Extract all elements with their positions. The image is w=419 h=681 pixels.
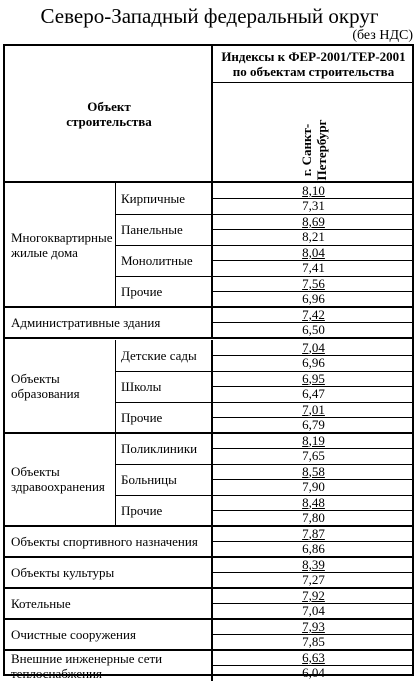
group-name: Объекты образования	[11, 371, 80, 401]
group-name-cell	[11, 619, 207, 650]
subtype-cell	[121, 495, 209, 526]
subtype-cell	[121, 371, 209, 402]
index-column-header	[213, 47, 414, 81]
subtype-cell	[121, 433, 209, 464]
index-value-previous: 6,86	[302, 540, 325, 556]
index-value-current: 6,95	[302, 370, 325, 386]
page-title: Северо-Западный федеральный округ	[40, 4, 379, 28]
column-divider	[211, 557, 213, 588]
subtype-cell	[121, 402, 209, 433]
subtype-cell	[121, 245, 209, 276]
index-value-current: 7,92	[302, 588, 325, 603]
subtype-label: Панельные	[121, 222, 183, 237]
object-column-header	[59, 46, 159, 181]
index-value-current: 7,42	[302, 307, 325, 322]
subtype-cell	[121, 276, 209, 307]
subtype-label: Прочие	[121, 502, 163, 518]
subtype-label: Прочие	[121, 284, 163, 299]
column-divider	[211, 588, 213, 619]
group-divider	[115, 340, 116, 433]
index-value-current: 7,01	[302, 401, 325, 417]
column-divider	[211, 307, 213, 338]
index-value-previous: 7,41	[302, 260, 325, 275]
group-name-cell	[11, 588, 207, 619]
group-name: Многоквартирные жилые дома	[11, 230, 113, 260]
group-name: Объекты спортивного назначения	[11, 533, 198, 549]
index-value-previous: 6,04	[302, 665, 325, 680]
index-value-current: 7,93	[302, 619, 325, 634]
index-value-current: 8,48	[302, 494, 325, 510]
group-name-cell	[11, 650, 207, 681]
subtype-cell	[121, 183, 209, 214]
group-name-cell	[11, 526, 207, 557]
index-value-previous: 6,47	[302, 385, 325, 401]
subtype-label: Монолитные	[121, 253, 193, 268]
subtype-label: Прочие	[121, 409, 163, 425]
region-column-header-text: г. Санкт-Петербург	[298, 119, 329, 180]
group-name: Внешние инженерные сети теплоснабжения	[11, 650, 163, 681]
index-value-previous: 8,21	[302, 229, 325, 244]
group-name-cell	[11, 183, 115, 307]
group-name-cell	[11, 557, 207, 588]
index-value-previous: 7,65	[302, 447, 325, 463]
index-value-current: 7,87	[302, 525, 325, 541]
subtype-label: Больницы	[121, 471, 177, 487]
group-name-cell	[11, 307, 207, 338]
subtype-cell	[121, 214, 209, 245]
index-value-current: 8,10	[302, 183, 325, 198]
index-value-previous: 6,50	[302, 322, 325, 337]
object-column-header-text: Объект строительства	[66, 98, 152, 129]
index-value-previous: 6,96	[302, 291, 325, 306]
subtype-label: Кирпичные	[121, 191, 186, 206]
column-divider	[211, 340, 213, 433]
subtype-label: Поликлиники	[121, 440, 198, 456]
index-value-previous: 6,79	[302, 416, 325, 432]
index-table	[3, 44, 414, 681]
index-value-current: 7,56	[302, 276, 325, 291]
index-value-previous: 7,04	[302, 603, 325, 618]
index-column-header-text: Индексы к ФЕР-2001/ТЕР-2001 по объектам строительства	[221, 49, 406, 79]
index-value-previous: 6,96	[302, 354, 325, 370]
index-value-current: 8,04	[302, 245, 325, 260]
index-value-current: 6,63	[302, 650, 325, 665]
group-name: Очистные сооружения	[11, 627, 136, 642]
column-divider	[211, 650, 213, 681]
index-value-previous: 7,90	[302, 478, 325, 494]
group-divider	[115, 433, 116, 526]
page-subtitle: (без НДС)	[352, 28, 413, 43]
subtype-cell	[121, 340, 209, 371]
subtype-label: Школы	[121, 378, 162, 394]
index-value-current: 7,04	[302, 339, 325, 355]
group-name-cell	[11, 433, 115, 526]
group-name: Объекты культуры	[11, 565, 115, 580]
group-name: Административные здания	[11, 315, 161, 330]
group-name: Объекты здравоохранения	[11, 464, 105, 494]
index-value-current: 8,19	[302, 432, 325, 448]
index-value-current: 8,58	[302, 463, 325, 479]
subtype-cell	[121, 464, 209, 495]
group-name-cell	[11, 340, 115, 433]
column-divider	[211, 619, 213, 650]
column-divider	[211, 183, 213, 307]
index-value-previous: 7,31	[302, 198, 325, 213]
index-value-previous: 7,85	[302, 634, 325, 649]
index-value-current: 8,69	[302, 214, 325, 229]
subtype-label: Детские сады	[121, 347, 197, 363]
index-value-previous: 7,27	[302, 572, 325, 587]
index-value-previous: 7,80	[302, 509, 325, 525]
column-divider	[211, 433, 213, 526]
index-value-current: 8,39	[302, 557, 325, 572]
column-divider	[211, 526, 213, 557]
group-name: Котельные	[11, 596, 71, 611]
